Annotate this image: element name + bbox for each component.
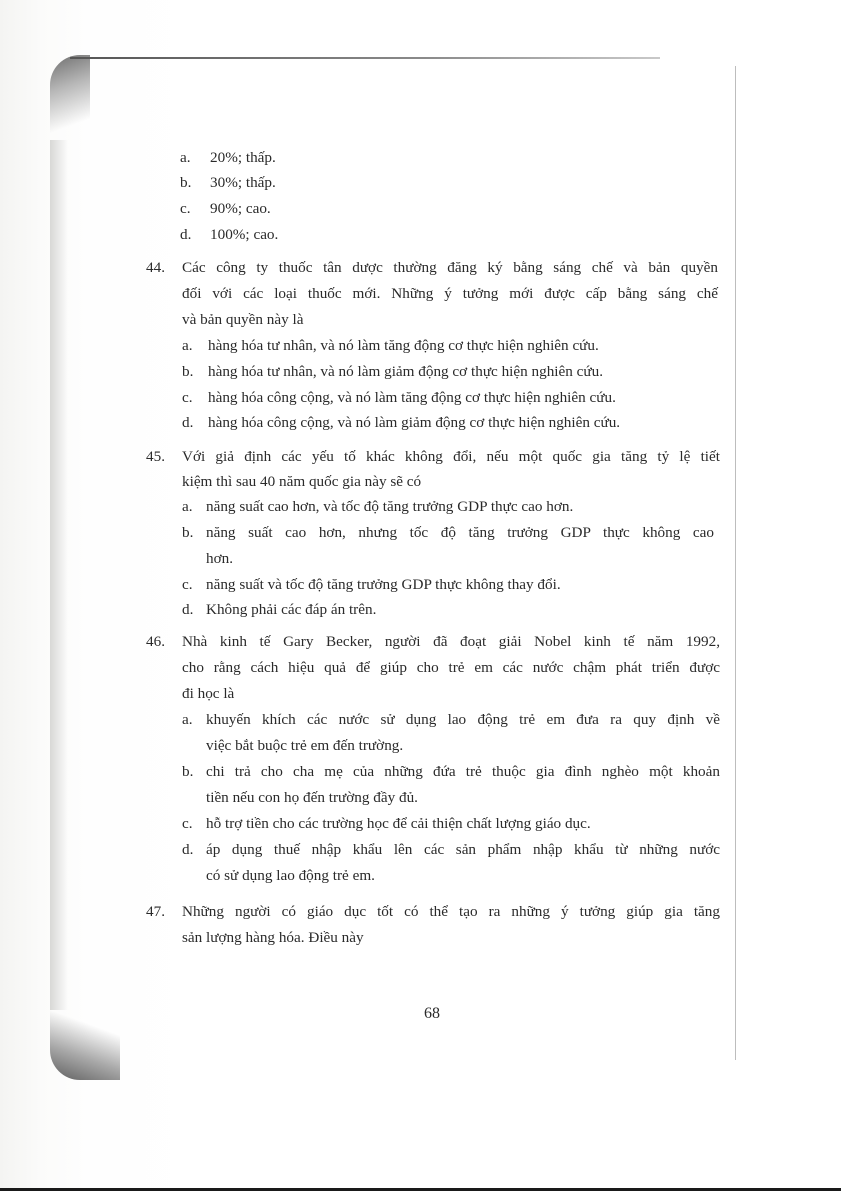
option-text: 100%; cao.	[210, 226, 279, 243]
option-text: năng suất cao hơn, nhưng tốc độ tăng trưởng GDP thực không cao	[206, 524, 714, 541]
option-text: hàng hóa tư nhân, và nó làm giảm động cơ thực hiện nghiên cứu.	[208, 363, 604, 380]
question-stem-line: đi học là	[182, 685, 235, 702]
question-number: 47.	[146, 903, 165, 920]
option-text: chi trả cho cha mẹ của những đứa trẻ thuộc gia đình nghèo một khoản	[206, 763, 720, 780]
option-text-continued: hơn.	[206, 550, 234, 567]
option-text: năng suất cao hơn, và tốc độ tăng trưởng GDP thực cao hơn.	[206, 498, 574, 515]
option-label: d.	[182, 601, 194, 618]
option-label: d.	[182, 414, 194, 431]
option-label: b.	[180, 174, 192, 191]
option-text: Không phải các đáp án trên.	[206, 601, 377, 618]
option-text: năng suất và tốc độ tăng trưởng GDP thực không thay đổi.	[206, 576, 561, 593]
option-label: c.	[182, 389, 193, 406]
option-label: c.	[182, 576, 193, 593]
option-label: c.	[180, 200, 191, 217]
option-label: d.	[182, 841, 194, 858]
scan-corner-bottom-left	[50, 1005, 120, 1080]
question-stem-line: kiệm thì sau 40 năm quốc gia này sẽ có	[182, 473, 422, 490]
question-stem-line: và bản quyền này là	[182, 311, 304, 328]
option-label: a.	[182, 498, 193, 515]
question-stem-line: Các công ty thuốc tân dược thường đăng ký bằng sáng chế và bản quyền	[182, 259, 718, 276]
option-text: 20%; thấp.	[210, 149, 276, 166]
binding-shadow	[50, 140, 68, 1010]
option-text: hàng hóa tư nhân, và nó làm tăng động cơ thực hiện nghiên cứu.	[208, 337, 599, 354]
question-number: 45.	[146, 448, 165, 465]
option-text: 30%; thấp.	[210, 174, 276, 191]
right-margin-line	[735, 66, 736, 1060]
option-text: áp dụng thuế nhập khẩu lên các sản phẩm nhập khẩu từ những nước	[206, 841, 720, 858]
option-label: b.	[182, 363, 194, 380]
question-number: 46.	[146, 633, 165, 650]
option-text: khuyến khích các nước sử dụng lao động trẻ em đưa ra quy định về	[206, 711, 720, 728]
question-stem-line: cho rằng cách hiệu quả để giúp cho trẻ em các nước chậm phát triển được	[182, 659, 720, 676]
page-number: 68	[424, 1005, 440, 1022]
option-text: hàng hóa công cộng, và nó làm giảm động cơ thực hiện nghiên cứu.	[208, 414, 621, 431]
option-text: hỗ trợ tiền cho các trường học để cải thiện chất lượng giáo dục.	[206, 815, 591, 832]
question-number: 44.	[146, 259, 165, 276]
option-label: c.	[182, 815, 193, 832]
option-label: b.	[182, 524, 194, 541]
option-label: a.	[182, 337, 193, 354]
option-label: d.	[180, 226, 192, 243]
option-text: hàng hóa công cộng, và nó làm tăng động cơ thực hiện nghiên cứu.	[208, 389, 616, 406]
option-label: a.	[182, 711, 193, 728]
question-stem-line: đối với các loại thuốc mới. Những ý tưởng mới được cấp bằng sáng chế	[182, 285, 718, 302]
option-label: a.	[180, 149, 191, 166]
top-rule	[70, 57, 660, 59]
option-label: b.	[182, 763, 194, 780]
question-stem-line: Với giả định các yếu tố khác không đổi, nếu một quốc gia tăng tỷ lệ tiết	[182, 448, 720, 465]
question-stem-line: Nhà kinh tế Gary Becker, người đã đoạt giải Nobel kinh tế năm 1992,	[182, 633, 720, 650]
question-stem-line: Những người có giáo dục tốt có thể tạo ra những ý tưởng giúp gia tăng	[182, 903, 720, 920]
option-text-continued: tiền nếu con họ đến trường đầy đủ.	[206, 789, 418, 806]
question-stem-line: sản lượng hàng hóa. Điều này	[182, 929, 364, 946]
option-text-continued: việc bắt buộc trẻ em đến trường.	[206, 737, 404, 754]
option-text-continued: có sử dụng lao động trẻ em.	[206, 867, 375, 884]
scan-corner-top-left	[50, 55, 90, 145]
option-text: 90%; cao.	[210, 200, 271, 217]
